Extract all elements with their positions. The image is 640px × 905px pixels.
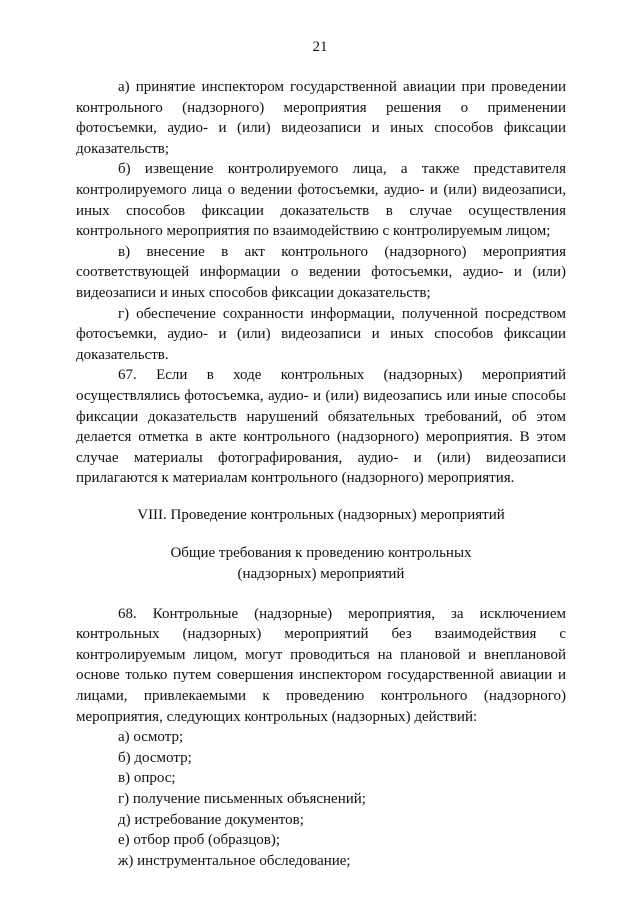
paragraph-item-a-photo-decision: а) принятие инспектором государственной авиации при проведении контрольного (надзорного) мероприятия решения о применении фотосъемки, аудио- и (или) видеозаписи и иных способов фиксации доказательств;	[76, 79, 566, 157]
list-item-b-search: б) досмотр;	[118, 749, 192, 766]
paragraph-item-v-act-record: в) внесение в акт контрольного (надзорного) мероприятия соответствующей информации о ведении фотосъемки, аудио- и (или) видеозаписи и иных способов фиксации доказательств;	[76, 243, 566, 301]
page-number: 21	[312, 39, 328, 55]
list-item-g-written-explanations: г) получение письменных объяснений;	[118, 791, 366, 807]
list-item-d-document-request: д) истребование документов;	[118, 811, 304, 828]
document-body	[76, 77, 566, 871]
section-heading-viii: VIII. Проведение контрольных (надзорных) мероприятий	[137, 506, 505, 523]
list-item-a-inspection: а) осмотр;	[118, 729, 184, 746]
paragraph-clause-67: 67. Если в ходе контрольных (надзорных) мероприятий осуществлялись фотосъемка, аудио- и (или) видеозапись или иные способы фиксации доказательств нарушений обязательных требований, об этом делается отметка в акте контрольного (надзорного) мероприятия. В этом случае материалы фотографирования, аудио- и (или) видеозаписи прилагаются к материалам контрольного (надзорного) мероприятия.	[76, 367, 566, 487]
subsection-heading	[76, 543, 566, 584]
paragraph-clause-68: 68. Контрольные (надзорные) мероприятия, за исключением контрольных (надзорных) мероприятий без взаимодействия с контролируемым лицом, могут проводиться на плановой и внеплановой основе только путем совершения инспектором государственной авиации и лицами, привлекаемыми к проведению контрольного (надзорного) мероприятия, следующих контрольных (надзорных) действий:	[76, 605, 566, 725]
list-item-zh-instrumental-examination: ж) инструментальное обследование;	[118, 852, 351, 869]
list-item-v-survey: в) опрос;	[118, 770, 176, 787]
list-item-e-sampling: е) отбор проб (образцов);	[118, 832, 281, 849]
subsection-heading-line-2: (надзорных) мероприятий	[237, 566, 405, 583]
paragraph-item-b-notification: б) извещение контролируемого лица, а также представителя контролируемого лица о ведении фотосъемки, аудио- и (или) видеозаписи, иных способов фиксации доказательств в случае осуществления контрольного мероприятия по взаимодействию с контролируемым лицом;	[76, 161, 566, 240]
subsection-heading-line-1: Общие требования к проведению контрольных	[170, 545, 472, 562]
paragraph-item-g-preservation: г) обеспечение сохранности информации, полученной посредством фотосъемки, аудио- и (или) видеозаписи и иных способов фиксации доказательств.	[76, 305, 566, 363]
